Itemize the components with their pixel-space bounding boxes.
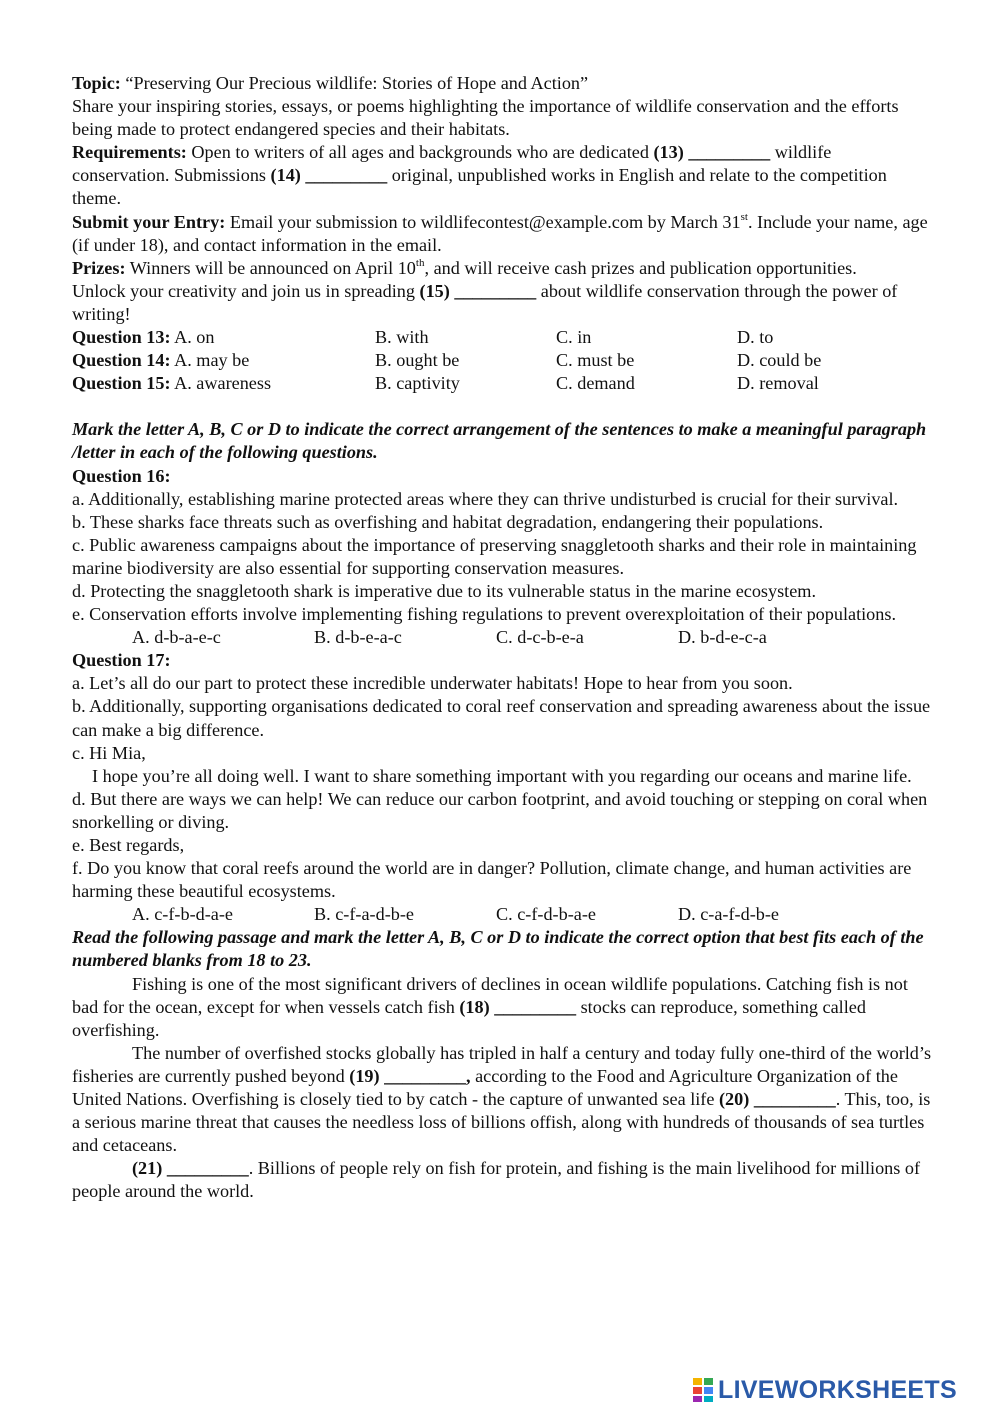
q14-option-c[interactable]: C. must be (556, 350, 635, 371)
q14-option-d[interactable]: D. could be (737, 350, 822, 371)
blank-19[interactable]: (19) _________, (349, 1065, 471, 1086)
q16-label: Question 16: (72, 465, 171, 486)
blank-15[interactable]: (15) _________ (419, 280, 537, 301)
blank-18[interactable]: (18) _________ (459, 996, 577, 1017)
q13-option-c[interactable]: C. in (556, 327, 592, 348)
q16-option-c[interactable]: C. d-c-b-e-a (496, 627, 584, 648)
q16-heading (72, 465, 932, 488)
q16-sentence-e: e. Conservation efforts involve implementing fishing regulations to prevent overexploitation of their populations. (72, 604, 896, 625)
q13-option-a[interactable]: A. on (170, 327, 215, 348)
prizes-label: Prizes: (72, 257, 126, 278)
q16-option-b[interactable]: B. d-b-e-a-c (314, 627, 402, 648)
q17-sentence-f: f. Do you know that coral reefs around the world are in danger? Pollution, climate change, and human activities are harming these beautiful ecosystems. (72, 858, 912, 902)
q17-sentence-b: b. Additionally, supporting organisations dedicated to coral reef conservation and spreading awareness about the issue can make a big difference. (72, 696, 931, 740)
q17-option-b[interactable]: B. c-f-a-d-b-e (314, 904, 414, 925)
q14-option-b[interactable]: B. ought be (375, 350, 460, 371)
unlock-paragraph (72, 280, 932, 326)
passage-paragraph-3 (72, 1157, 932, 1203)
q13-option-b[interactable]: B. with (375, 327, 429, 348)
q16-option-d[interactable]: D. b-d-e-c-a (678, 627, 767, 648)
q17-options (72, 903, 932, 926)
liveworksheets-logo (692, 1376, 957, 1404)
q17-option-c[interactable]: C. c-f-d-b-a-e (496, 904, 596, 925)
submit-text-2: . Include your name, age (if under 18), and contact information in the email. (72, 211, 928, 255)
requirements-paragraph (72, 141, 932, 210)
passage-p2-text-2: according to the Food and Agriculture Organization of the United Nations. Overfishing is closely tied to by catch - the capture of unwanted sea life (72, 1065, 898, 1110)
submit-paragraph (72, 211, 932, 257)
question-14 (72, 349, 932, 372)
spacer (72, 395, 932, 418)
prizes-superscript: th (415, 256, 425, 269)
q17-label: Question 17: (72, 650, 171, 671)
worksheet-page (72, 72, 932, 1204)
q15-option-b[interactable]: B. captivity (375, 373, 460, 394)
submit-superscript: st (740, 210, 748, 223)
q17-sentence-e: e. Best regards, (72, 835, 185, 855)
q13-option-d[interactable]: D. to (737, 327, 774, 348)
question-15 (72, 372, 932, 395)
q17-sentence-c-body: I hope you’re all doing well. I want to share something important with you regarding our oceans and marine life. (92, 765, 912, 786)
q17-heading (72, 649, 932, 672)
q13-label: Question 13: (72, 327, 171, 348)
passage-paragraph-1 (72, 973, 932, 1042)
blank-20[interactable]: (20) _________ (718, 1089, 836, 1110)
q14-label: Question 14: (72, 350, 171, 371)
instruction-passage: Read the following passage and mark the letter A, B, C or D to indicate the correct option that best fits each of the numbered blanks from 18 to 23. (72, 927, 924, 971)
topic-label: Topic: (72, 73, 121, 93)
q16-sentence-a: a. Additionally, establishing marine protected areas where they can thrive undisturbed is crucial for their survival. (72, 488, 899, 509)
q14-option-a[interactable]: A. may be (170, 350, 250, 371)
q16-sentence-d: d. Protecting the snaggletooth shark is imperative due to its vulnerable status in the marine ecosystem. (72, 580, 817, 601)
q17-option-d[interactable]: D. c-a-f-d-b-e (678, 904, 779, 925)
unlock-text-2: about wildlife conservation through the power of writing! (72, 280, 898, 324)
prizes-paragraph (72, 257, 932, 280)
q16-option-a[interactable]: A. d-b-a-e-c (132, 627, 221, 648)
instruction-arrangement: Mark the letter A, B, C or D to indicate the correct arrangement of the sentences to make a meaningful paragraph /letter in each of the following questions. (72, 419, 927, 463)
topic-line (72, 72, 932, 95)
question-13 (72, 326, 932, 349)
q13-label-group (72, 326, 375, 349)
submit-text-1: Email your submission to wildlifecontest@example.com by March 31 (225, 211, 741, 232)
passage-p3-text: . Billions of people rely on fish for protein, and fishing is the main livelihood for millions of people around the world. (72, 1158, 921, 1202)
passage-p1-text-1: Fishing is one of the most significant drivers of declines in ocean wildlife populations. Catching fish is not bad for the ocean, except for when vessels catch fish (72, 973, 908, 1017)
passage-p2-text-1: The number of overfished stocks globally has tripled in half a century and today fully one-third of the world’s fisheries are currently pushed beyond (72, 1042, 932, 1086)
passage-p2-text-3: . This, too, is a serious marine threat that causes the needless loss of billions offish, along with hundreds of thousands of sea turtles and cetaceans. (72, 1089, 931, 1156)
q17-sentence-a: a. Let’s all do our part to protect these incredible underwater habitats! Hope to hear from you soon. (72, 673, 793, 694)
prizes-text-2: , and will receive cash prizes and publication opportunities. (424, 257, 857, 278)
q17-sentence-d: d. But there are ways we can help! We can reduce our carbon footprint, and avoid touching or stepping on coral when snorkelling or diving. (72, 788, 928, 832)
prizes-text-1: Winners will be announced on April 10 (125, 257, 416, 278)
q16-options (72, 626, 932, 649)
q15-label: Question 15: (72, 373, 171, 394)
passage-paragraph-2 (72, 1042, 932, 1157)
unlock-text-1: Unlock your creativity and join us in spreading (72, 280, 420, 301)
intro-paragraph: Share your inspiring stories, essays, or poems highlighting the importance of wildlife conservation and the efforts being made to protect endangered species and their habitats. (72, 96, 899, 140)
blank-13[interactable]: (13) _________ (653, 142, 771, 163)
q17-sentence-c: c. Hi Mia, (72, 742, 146, 763)
submit-label: Submit your Entry: (72, 211, 226, 232)
blank-21[interactable]: (21) _________ (132, 1158, 249, 1179)
liveworksheets-logo-icon (692, 1377, 714, 1403)
q17-option-a[interactable]: A. c-f-b-d-a-e (132, 904, 233, 925)
q14-label-group (72, 349, 375, 372)
passage-p1-text-2: stocks can reproduce, something called overfishing. (72, 996, 866, 1040)
requirements-text-1: Open to writers of all ages and backgrounds who are dedicated (186, 142, 654, 163)
requirements-text-2: wildlife conservation. Submissions (72, 142, 832, 186)
q15-option-c[interactable]: C. demand (556, 373, 635, 394)
q15-option-a[interactable]: A. awareness (170, 373, 272, 394)
q16-sentence-c: c. Public awareness campaigns about the importance of preserving snaggletooth sharks and their role in maintaining marine biodiversity are also essential for supporting conservation measures. (72, 534, 917, 578)
blank-14[interactable]: (14) _________ (270, 165, 388, 186)
requirements-label: Requirements: (72, 142, 187, 163)
q15-option-d[interactable]: D. removal (737, 373, 819, 394)
q15-label-group (72, 372, 375, 395)
topic-text: “Preserving Our Precious wildlife: Stories of Hope and Action” (120, 73, 589, 93)
requirements-text-3: original, unpublished works in English and relate to the competition theme. (72, 165, 887, 209)
liveworksheets-logo-text: LIVEWORKSHEETS (718, 1375, 957, 1404)
q16-sentence-b: b. These sharks face threats such as overfishing and habitat degradation, endangering their populations. (72, 511, 824, 532)
